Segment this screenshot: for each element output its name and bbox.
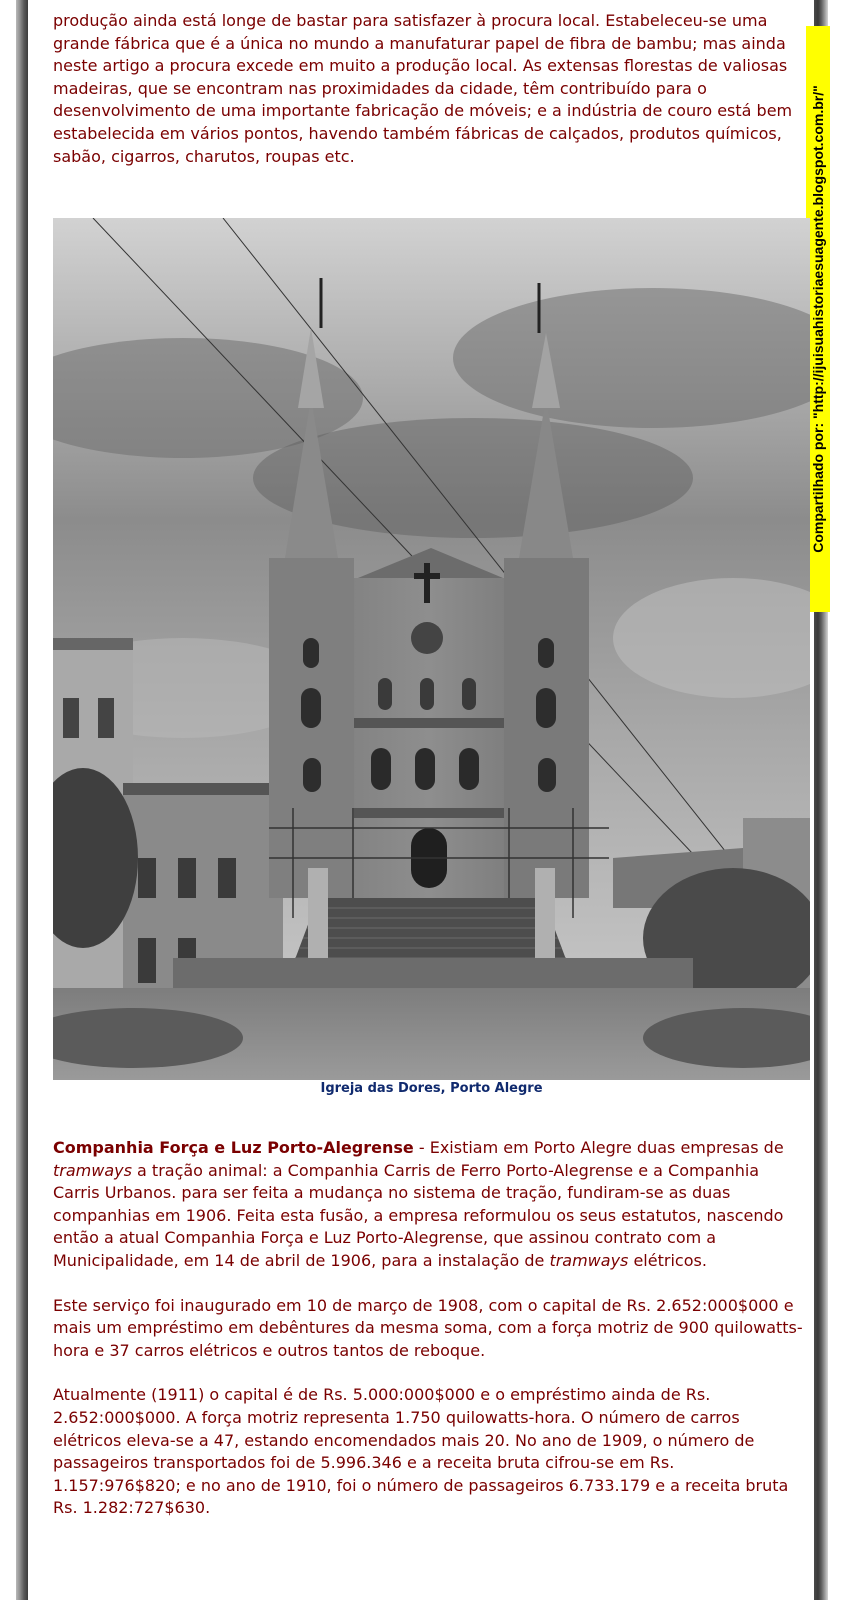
intro-paragraph: produção ainda está longe de bastar para satisfazer à procura local. Estabeleceu-se uma grande fábrica que é a única no mundo a manufaturar papel de fibra de bambu; mas ainda neste artigo a procura excede em muito a produção local. As extensas florestas de valiosas madeiras, que se encontram nas proximidades da cidade, têm contribuído para o desenvolvimento de uma importante fabricação de móveis; e a indústria de couro está bem estabelecida em vários pontos, havendo também fábricas de calçados, produtos químicos, sabão, cigarros, charutos, roupas etc. [53, 11, 793, 166]
company-paragraph-3: Atualmente (1911) o capital é de Rs. 5.000:000$000 e o empréstimo ainda de Rs. 2.652:000$000. A força motriz representa 1.750 quilowatts-hora. O número de carros elétricos eleva-se a 47, estando encomendados mais 20. No ano de 1909, o número de passageiros transportados foi de 5.996.346 e a receita bruta cifrou-se em Rs. 1.157:976$820; e no ano de 1910, foi o número de passageiros 6.733.179 e a receita bruta Rs. 1.282:727$630. [53, 1385, 789, 1518]
company-paragraph-2: Este serviço foi inaugurado em 10 de março de 1908, com o capital de Rs. 2.652:000$000 e mais um empréstimo em debêntures da mesma soma, com a força motriz de 900 quilowatts-hora e 37 carros elétricos e outros tantos de reboque. [53, 1295, 803, 1360]
intro-section [53, 10, 810, 168]
p1-text-2: a tração animal: a Companhia Carris de Ferro Porto-Alegrense e a Companhia Carris Urbanos. para ser feita a mudança no sistema de tração, fundiram-se as duas companhias em 1906. Feita esta fusão, a empresa reformulou os seus estatutos, nascendo então a atual Companhia Força e Luz Porto-Alegrense, que assinou contrato com a Municipalidade, em 14 de abril de 1906, para a instalação de [53, 1160, 784, 1270]
p1-italic-2: tramways [549, 1250, 629, 1270]
left-page-border [0, 0, 28, 1600]
company-section [53, 1137, 803, 1542]
p1-italic-1: tramways [53, 1160, 132, 1180]
p1-text-3: elétricos. [628, 1250, 707, 1270]
section-heading: Companhia Força e Luz Porto-Alegrense [53, 1138, 414, 1157]
church-photo [53, 218, 810, 1080]
company-paragraph-1 [53, 1137, 803, 1273]
watermark-text: Compartilhado por: "http://ijuisuahistoriaesuagente.blogspot.com.br/" [810, 85, 826, 553]
photo-caption: Igreja das Dores, Porto Alegre [320, 1081, 543, 1096]
p1-text-1: - Existiam em Porto Alegre duas empresas de [413, 1138, 784, 1157]
